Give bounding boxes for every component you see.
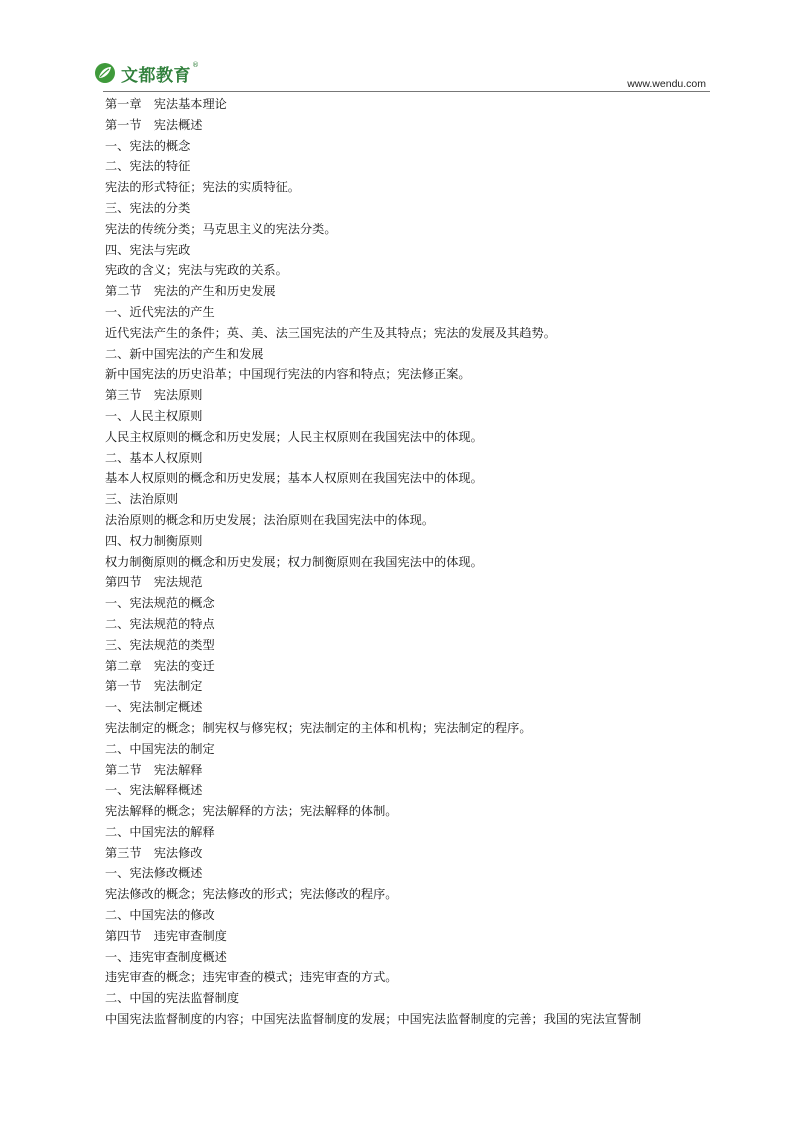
document-line: 一、宪法的概念 — [105, 138, 191, 153]
document-line: 一、人民主权原则 — [105, 408, 203, 423]
logo-text: 文都教育 — [121, 65, 191, 86]
document-line: 二、中国宪法的制定 — [105, 741, 215, 756]
document-line: 四、宪法与宪政 — [105, 242, 191, 257]
document-line: 一、宪法解释概述 — [105, 783, 203, 798]
header-divider — [103, 91, 710, 92]
document-line: 二、新中国宪法的产生和发展 — [105, 346, 264, 361]
document-line: 第一节 宪法概述 — [105, 117, 203, 132]
document-line: 第三节 宪法原则 — [105, 388, 203, 403]
document-line: 第一章 宪法基本理论 — [105, 97, 227, 111]
page-header — [90, 56, 720, 92]
document-line: 二、宪法的特征 — [105, 159, 191, 174]
document-line: 法治原则的概念和历史发展；法治原则在我国宪法中的体现。 — [105, 512, 435, 527]
document-line: 一、宪法制定概述 — [105, 700, 203, 715]
document-line: 二、中国宪法的修改 — [105, 908, 215, 923]
document-line: 第二章 宪法的变迁 — [105, 658, 215, 673]
leaf-logo-icon — [94, 62, 116, 84]
document-line: 宪法的传统分类；马克思主义的宪法分类。 — [105, 221, 337, 236]
document-line: 二、中国的宪法监督制度 — [105, 991, 240, 1006]
document-line: 一、宪法修改概述 — [105, 866, 203, 881]
document-line: 第一节 宪法制定 — [105, 679, 203, 694]
document-line: 一、宪法规范的概念 — [105, 596, 215, 611]
document-line: 中国宪法监督制度的内容；中国宪法监督制度的发展；中国宪法监督制度的完善；我国的宪法宣誓制 — [105, 1012, 642, 1027]
document-line: 三、宪法规范的类型 — [105, 637, 215, 652]
document-line: 违宪审查的概念；违宪审查的模式；违宪审查的方式。 — [105, 970, 398, 985]
document-line: 宪法修改的概念；宪法修改的形式；宪法修改的程序。 — [105, 887, 398, 902]
document-line: 宪法解释的概念；宪法解释的方法；宪法解释的体制。 — [105, 804, 398, 819]
document-line: 新中国宪法的历史沿革；中国现行宪法的内容和特点；宪法修正案。 — [105, 367, 471, 382]
document-line: 第三节 宪法修改 — [105, 845, 203, 860]
document-line: 第四节 宪法规范 — [105, 575, 203, 590]
document-line: 二、基本人权原则 — [105, 450, 203, 465]
document-line: 三、宪法的分类 — [105, 200, 191, 215]
document-line: 宪政的含义；宪法与宪政的关系。 — [105, 263, 288, 278]
document-line: 三、法治原则 — [105, 492, 179, 507]
document-line: 一、违宪审查制度概述 — [105, 949, 227, 964]
document-line: 第四节 违宪审查制度 — [105, 928, 227, 943]
document-line: 基本人权原则的概念和历史发展；基本人权原则在我国宪法中的体现。 — [105, 471, 483, 486]
document-line: 二、中国宪法的解释 — [105, 824, 215, 839]
document-line: 权力制衡原则的概念和历史发展；权力制衡原则在我国宪法中的体现。 — [105, 554, 483, 569]
document-line: 二、宪法规范的特点 — [105, 616, 215, 631]
wendu-logo — [94, 60, 199, 86]
document-line: 近代宪法产生的条件；英、美、法三国宪法的产生及其特点；宪法的发展及其趋势。 — [105, 325, 556, 340]
document-line: 一、近代宪法的产生 — [105, 304, 215, 319]
document-line: 宪法的形式特征；宪法的实质特征。 — [105, 180, 300, 195]
document-line: 第二节 宪法的产生和历史发展 — [105, 284, 276, 299]
document-line: 第二节 宪法解释 — [105, 762, 203, 777]
registered-mark: ® — [192, 61, 199, 69]
document-line: 人民主权原则的概念和历史发展；人民主权原则在我国宪法中的体现。 — [105, 429, 483, 444]
document-body — [105, 94, 745, 1030]
document-line: 四、权力制衡原则 — [105, 533, 203, 548]
document-line: 宪法制定的概念；制宪权与修宪权；宪法制定的主体和机构；宪法制定的程序。 — [105, 720, 532, 735]
site-url: www.wendu.com — [627, 78, 706, 90]
